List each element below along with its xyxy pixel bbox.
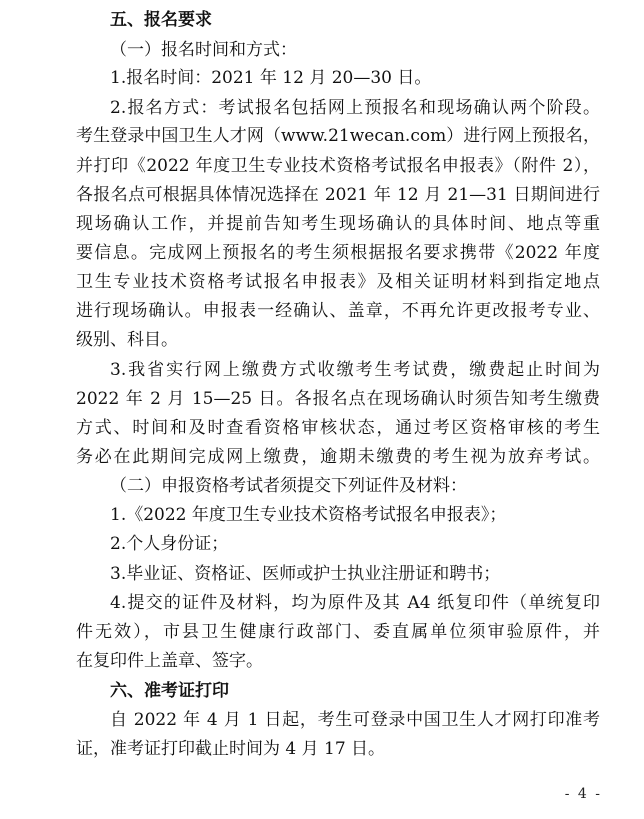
list-item-document-copies-line: 4.提交的证件及材料，均为原件及其 A4 纸复印件（单统复印	[110, 593, 600, 613]
list-item-document: 1.《2022 年度卫生专业技术资格考试报名申报表》；	[110, 505, 507, 525]
list-item-document: 3.毕业证、资格证、医师或护士执业注册证和聘书；	[110, 564, 501, 584]
paragraph-admission-ticket-line: 证，准考证打印截止时间为 4 月 17 日。	[76, 739, 386, 759]
paragraph-registration-time: 1.报名时间：2021 年 12 月 20—30 日。	[110, 68, 432, 88]
subheading-required-documents: （二）申报资格考试者须提交下列证件及材料：	[110, 476, 467, 496]
section-heading-registration-requirements: 五、报名要求	[110, 10, 212, 30]
paragraph-registration-method-line: 并打印《2022 年度卫生专业技术资格考试报名申报表》（附件 2），	[76, 156, 600, 176]
paragraph-fee-payment-line: 务必在此期间完成网上缴费，逾期未缴费的考生视为放弃考试。	[76, 447, 600, 467]
paragraph-fee-payment-line: 3.我省实行网上缴费方式收缴考生考试费，缴费起止时间为	[110, 360, 600, 380]
section-heading-admission-ticket: 六、准考证打印	[110, 681, 229, 701]
page-number: - 4 -	[564, 786, 602, 802]
paragraph-registration-method-line: 进行现场确认。申报表一经确认、盖章，不再允许更改报考专业、	[76, 301, 600, 321]
list-item-document: 2.个人身份证；	[110, 534, 229, 554]
paragraph-registration-method-line: 现场确认工作，并提前告知考生现场确认的具体时间、地点等重	[76, 214, 600, 234]
paragraph-registration-method-line: 考生登录中国卫生人才网（www.21wecan.com）进行网上预报名，	[76, 126, 600, 146]
paragraph-registration-method-line: 要信息。完成网上预报名的考生须根据报名要求携带《2022 年度	[76, 243, 600, 263]
paragraph-registration-method-line: 卫生专业技术资格考试报名申报表》及相关证明材料到指定地点	[76, 272, 600, 292]
list-item-document-copies-line: 在复印件上盖章、签字。	[76, 651, 263, 671]
subheading-registration-time-method: （一）报名时间和方式：	[110, 40, 297, 60]
paragraph-registration-method-line: 2.报名方式：考试报名包括网上预报名和现场确认两个阶段。	[110, 98, 600, 118]
paragraph-fee-payment-line: 方式、时间和及时查看资格审核状态，通过考区资格审核的考生	[76, 418, 600, 438]
paragraph-fee-payment-line: 2022 年 2 月 15—25 日。各报名点在现场确认时须告知考生缴费	[76, 389, 600, 409]
list-item-document-copies-line: 件无效），市县卫生健康行政部门、委直属单位须审验原件，并	[76, 622, 600, 642]
paragraph-admission-ticket-line: 自 2022 年 4 月 1 日起，考生可登录中国卫生人才网打印准考	[110, 710, 600, 730]
paragraph-registration-method-line: 级别、科目。	[76, 330, 178, 350]
paragraph-registration-method-line: 各报名点可根据具体情况选择在 2021 年 12 月 21—31 日期间进行	[76, 185, 600, 205]
